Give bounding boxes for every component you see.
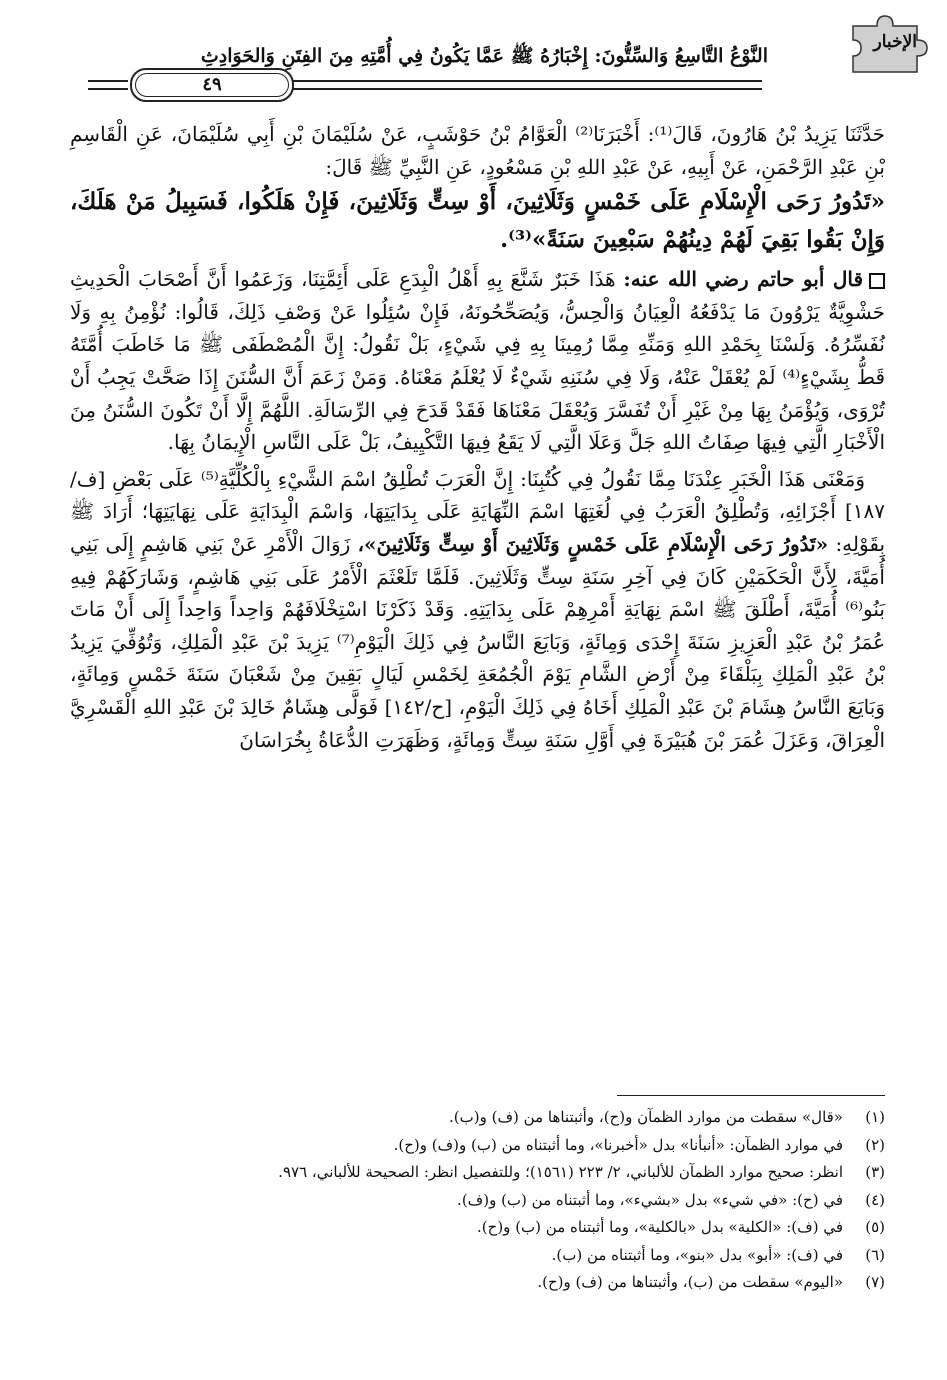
footnote-divider [617,1095,885,1096]
footnote-number: (٤) [865,1190,885,1209]
footnote [70,1214,885,1242]
hadith-text: «تَدُورُ رَحَى الْإِسْلَامِ عَلَى خَمْسٍ وَثَلَاثِينَ، أَوْ سِتٍّ وَثَلَاثِينَ، فَإِنْ هَلَكُوا، فَسَبِيلُ مَنْ هَلَكَ، وَإِنْ بَقُوا بَقِيَ لَهُمْ دِينُهُمْ سَبْعِينَ سَنَةً»⁽³⁾. [70,188,885,254]
footnote-text: في (ف): «أبو» بدل «بنو»، وما أثبتناه من (ب). [551,1245,843,1264]
footnote-text: في موارد الظمآن: «أنبأنا» بدل «أخبرنا»، وما أثبتناه من (ب) و(ف) و(ح). [393,1135,843,1154]
section-label: الإخبار [873,32,917,52]
footnote-number: (٢) [865,1135,885,1154]
speaker-label: قال أبو حاتم رضي الله عنه: [623,267,864,292]
footnote-text: انظر: صحيح موارد الظمآن للألباني، ٢/ ٢٢٣ (١٥٦١)؛ وللتفصيل انظر: الصحيحة للألباني، ٩٧٦. [278,1163,843,1181]
footnote [70,1104,885,1132]
footnote [70,1242,885,1270]
footnote-number: (٧) [865,1273,885,1291]
footnote-number: (٦) [865,1245,885,1264]
square-bullet-icon [869,273,885,289]
commentary-text: هَذَا خَبَرٌ شَنَّعَ بِهِ أَهْلُ الْبِدَعِ عَلَى أَئِمَّتِنَا، وَزَعَمُوا أَنَّ أَصْحَابَ الْحَدِيثِ حَشْوِيَّةٌ يَرْوُونَ مَا يَدْفَعُهُ الْعِيَانُ وَالْحِسُّ، وَيُصَحِّحُونَهُ، فَإِنْ سُئِلُوا عَنْ وَصْفِ ذَلِكَ، قَالُوا: نُؤْمِنُ بِهِ وَلَا نُفَسِّرُهُ. وَلَسْنَا بِحَمْدِ اللهِ وَمَنِّهِ مِمَّا رُمِينَا بِهِ فِي شَيْءٍ، بَلْ نَقُولُ: إِنَّ الْمُصْطَفَى ﷺ مَا خَاطَبَ أُمَّتَهُ قَطُّ بِشَيْءٍ⁽⁴⁾ لَمْ يُعْقَلْ عَنْهُ، وَلَا فِي سُنَنِهِ شَيْءٌ لَا يُعْلَمُ مَعْنَاهُ. وَمَنْ زَعَمَ أَنَّ السُّنَنَ إِذَا صَحَّتْ يَجِبُ أَنْ تُرْوَى، وَيُؤْمَنُ بِهَا مِنْ غَيْرِ أَنْ تُفَسَّرَ وَيُعْقَلَ مَعْنَاهَا فَقَدْ قَدَحَ فِي الرِّسَالَةِ. اللَّهُمَّ إِلَّا أَنْ تَكُونَ السُّنَنُ مِنَ الْأَخْبَارِ الَّتِي فِيهَا صِفَاتُ اللهِ جَلَّ وَعَلَا الَّتِي لَا يَقَعُ فِيهَا التَّكْيِيفُ، بَلْ عَلَى النَّاسِ الْإِيمَانُ بِهَا. [70,267,886,455]
hadith-quote: «تَدُورُ رَحَى الْإِسْلَامِ عَلَى خَمْسٍ وَثَلَاثِينَ أَوْ سِتٍّ وَثَلَاثِينَ»، [357,531,829,556]
footnote-text: في (ح): «في شيء» بدل «بشيء»، وما أثبتناه من (ب) و(ف). [457,1190,843,1209]
isnad-paragraph: حَدَّثَنَا يَزِيدُ بْنُ هَارُونَ، قَالَ⁽¹⁾: أَخْبَرَنَا⁽²⁾ الْعَوَّامُ بْنُ حَوْشَبٍ، عَنْ سُلَيْمَانَ بْنِ أَبِي سُلَيْمَانَ، عَنِ الْقَاسِمِ بْنِ عَبْدِ الرَّحْمَنِ، عَنْ أَبِيهِ، عَنْ عَبْدِ اللهِ بْنِ مَسْعُودٍ، عَنِ النَّبِيِّ ﷺ قَالَ: [70,122,886,179]
footnotes [70,1104,885,1297]
explanation-text-1: وَمَعْنَى هَذَا الْخَبَرِ عِنْدَنَا مِمَّا نَقُولُ فِي كُتُبِنَا: إِنَّ الْعَرَبَ تُطْلِقُ اسْمَ الشَّيْءِ بِالْكُلِّيَّةِ⁽⁵⁾ عَلَى بَعْضِ [ف/١٨٧] أَجْزَائِهِ، وَتُطْلِقُ الْعَرَبُ فِي لُغَتِهَا اسْمَ النِّهَايَةِ عَلَى بِدَايَتِهَا، وَاسْمَ الْبِدَايَةِ عَلَى نِهَايَتِهَا؛ أَرَادَ ﷺ بِقَوْلِهِ: [70,466,886,556]
header-rule-right [292,80,762,90]
page-header [88,40,858,104]
footnote [70,1159,885,1187]
header-rule-left [88,80,128,90]
footnote [70,1187,885,1215]
page-number-frame [130,68,294,102]
explanation-paragraph [70,463,885,756]
chapter-title: النَّوْعُ التَّاسِعُ وَالسِّتُّونَ: إِخْبَارُهُ ﷺ عَمَّا يَكُونُ فِي أُمَّتِهِ مِنَ الفِتَنِ وَالحَوَادِثِ [200,45,768,67]
footnote-text: «قال» سقطت من موارد الظمآن و(ح)، وأثبتناها من (ف) و(ب). [449,1108,843,1126]
footnote-number: (٣) [865,1163,885,1181]
footnote-number: (٥) [865,1218,885,1236]
explanation-text-2: زَوَالَ الْأَمْرِ عَنْ بَنِي هَاشِمٍ إِلَى بَنِي أُمَيَّةَ، لِأَنَّ الْحَكَمَيْنِ كَانَ فِي آخِرِ سَنَةِ سِتٍّ وَثَلَاثِينَ. فَلَمَّا تَلَعْثَمَ الْأَمْرُ عَلَى بَنِي هَاشِمٍ، وَشَارَكَهُمْ فِيهِ بَنُو⁽⁶⁾ أُمَيَّةَ، أَطْلَقَ ﷺ اسْمَ نِهَايَةِ أَمْرِهِمْ عَلَى بِدَايَتِهِ. وَقَدْ ذَكَرْنَا اسْتِخْلَافَهُمْ وَاحِداً وَاحِداً إِلَى أَنْ مَاتَ عُمَرُ بْنُ عَبْدِ الْعَزِيزِ سَنَةَ إِحْدَى وَمِائَةٍ، وَبَايَعَ النَّاسُ فِي ذَلِكَ الْيَوْمِ⁽⁷⁾ يَزِيدَ بْنَ عَبْدِ الْمَلِكِ، وَتُوُفِّيَ يَزِيدُ بْنُ عَبْدِ الْمَلِكِ بِبَلْقَاءَ مِنْ أَرْضِ الشَّامِ يَوْمَ الْجُمُعَةِ لِخَمْسِ لَيَالٍ بَقِينَ مِنْ شَعْبَانَ سَنَةَ خَمْسٍ وَمِائَةٍ، وَبَايَعَ النَّاسُ هِشَامَ بْنَ عَبْدِ الْمَلِكِ أَخَاهُ فِي ذَلِكَ الْيَوْمِ، [ح/١٤٢] فَوَلَّى هِشَامٌ خَالِدَ بْنَ عَبْدِ اللهِ الْقَسْرِيَّ الْعِرَاقَ، وَعَزَلَ عُمَرَ بْنَ هُبَيْرَةَ فِي أَوَّلِ سَنَةِ سِتٍّ وَمِائَةٍ، وَظَهَرَتِ الدُّعَاةُ بِخُرَاسَانَ [70,531,886,752]
commentary-paragraph [70,263,885,459]
footnote [70,1132,885,1160]
footnote [70,1269,885,1297]
footnote-text: في (ف): «الكلية» بدل «بالكلية»، وما أثبتناه من (ب) و(ح). [477,1218,843,1236]
footnote-number: (١) [865,1108,885,1126]
main-text [70,118,885,756]
footnote-text: «اليوم» سقطت من (ب)، وأثبتناها من (ف) و(ح). [537,1273,843,1291]
page-number: ٤٩ [135,73,289,97]
